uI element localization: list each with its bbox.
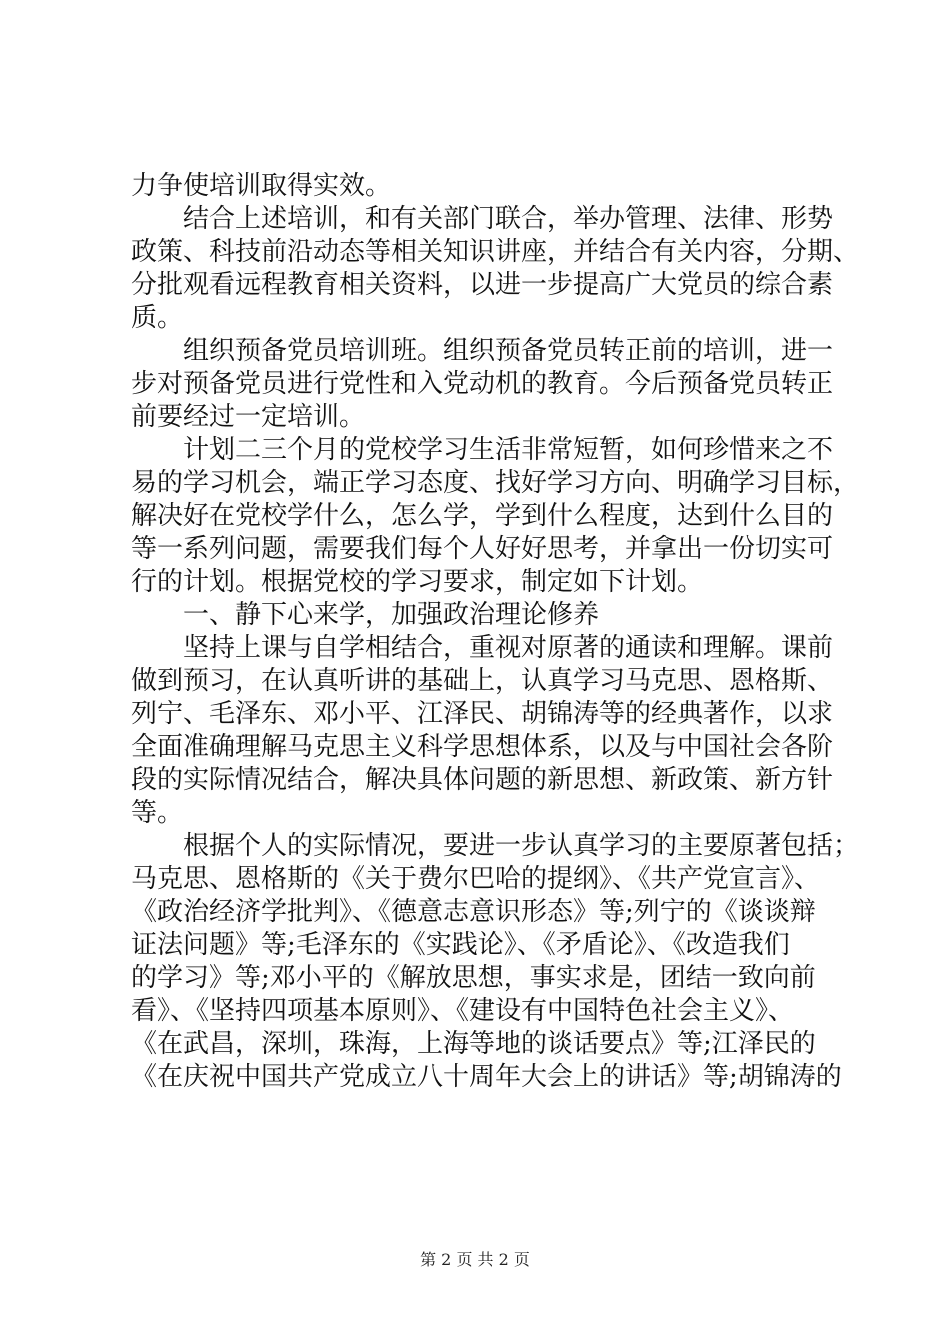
text-line: 证法问题》等;毛泽东的《实践论》、《矛盾论》、《改造我们 — [131, 930, 790, 960]
text-line: 分批观看远程教育相关资料，以进一步提高广大党员的综合素 — [131, 270, 834, 300]
text-line: 列宁、毛泽东、邓小平、江泽民、胡锦涛等的经典著作，以求 — [131, 699, 834, 729]
page-footer — [0, 1247, 950, 1270]
text-line: 步对预备党员进行党性和入党动机的教育。今后预备党员转正 — [131, 369, 834, 399]
text-line: 力争使培训取得实效。 — [131, 171, 392, 201]
text-line: 行的计划。根据党校的学习要求，制定如下计划。 — [131, 567, 704, 597]
text-line: 等。 — [131, 798, 184, 828]
text-line: 马克思、恩格斯的《关于费尔巴哈的提纲》、《共产党宣言》、 — [131, 864, 821, 894]
text-line: 段的实际情况结合，解决具体问题的新思想、新政策、新方针 — [131, 765, 834, 795]
text-line: 质。 — [131, 303, 184, 333]
text-line: 政策、科技前沿动态等相关知识讲座，并结合有关内容，分期、 — [131, 237, 860, 267]
text-line: 《在武昌，深圳，珠海，上海等地的谈话要点》等;江泽民的 — [131, 1029, 816, 1059]
text-line: 做到预习，在认真听讲的基础上，认真学习马克思、恩格斯、 — [131, 666, 834, 696]
text-line: 等一系列问题，需要我们每个人好好思考，并拿出一份切实可 — [131, 534, 834, 564]
page-number-label: 第 2 页 共 2 页 — [420, 1250, 530, 1269]
paragraph-start: 根据个人的实际情况，要进一步认真学习的主要原著包括； — [183, 831, 860, 861]
text-line: 前要经过一定培训。 — [131, 402, 366, 432]
text-line: 全面准确理解马克思主义科学思想体系，以及与中国社会各阶 — [131, 732, 834, 762]
section-heading: 一、静下心来学，加强政治理论修养 — [183, 600, 600, 630]
text-line: 看》、《坚持四项基本原则》、《建设有中国特色社会主义》、 — [131, 996, 795, 1026]
document-body — [131, 170, 860, 1094]
text-line: 易的学习机会，端正学习态度、找好学习方向、明确学习目标， — [131, 468, 860, 498]
paragraph-start: 组织预备党员培训班。组织预备党员转正前的培训，进一 — [183, 336, 834, 366]
paragraph-start: 坚持上课与自学相结合，重视对原著的通读和理解。课前 — [183, 633, 834, 663]
text-line: 《政治经济学批判》、《德意志意识形态》等;列宁的《谈谈辩 — [131, 897, 816, 927]
paragraph-start: 结合上述培训，和有关部门联合，举办管理、法律、形势 — [183, 204, 834, 234]
paragraph-start: 计划二三个月的党校学习生活非常短暂，如何珍惜来之不 — [183, 435, 834, 465]
text-line: 《在庆祝中国共产党成立八十周年大会上的讲话》等;胡锦涛的 — [131, 1062, 842, 1092]
text-line: 的学习》等;邓小平的《解放思想，事实求是，团结一致向前 — [131, 963, 816, 993]
text-line: 解决好在党校学什么，怎么学，学到什么程度，达到什么目的 — [131, 501, 834, 531]
